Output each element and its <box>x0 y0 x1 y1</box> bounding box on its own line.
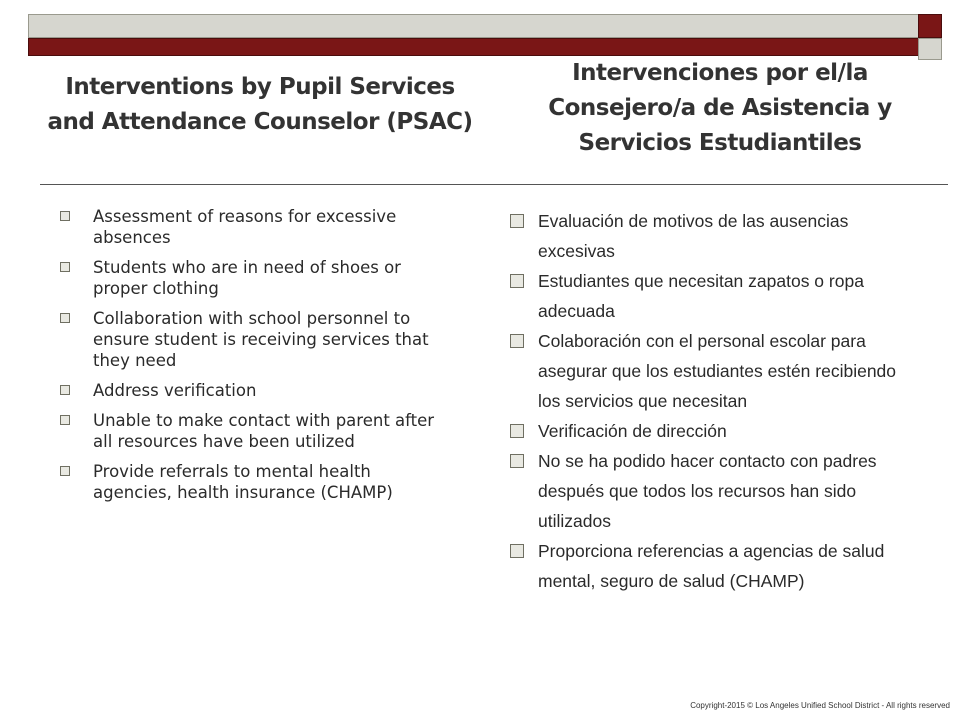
list-item-text: Unable to make contact with parent after all resources have been utilized <box>93 411 435 451</box>
list-item-text: Address verification <box>93 381 257 400</box>
list-item-text: Colaboración con el personal escolar para asegurar que los estudiantes estén recibiendo los servicios que necesitan <box>538 331 897 411</box>
checkbox-bullet-icon <box>60 313 70 323</box>
checkbox-bullet-icon <box>510 424 524 438</box>
checkbox-bullet-icon <box>60 415 70 425</box>
spanish-list <box>510 206 910 596</box>
checkbox-bullet-icon <box>510 454 524 468</box>
list-item <box>510 326 910 416</box>
list-item <box>510 416 910 446</box>
list-item <box>60 206 450 248</box>
list-item <box>60 461 450 503</box>
english-list <box>60 206 450 512</box>
list-item-text: No se ha podido hacer contacto con padres después que todos los recursos han sido utilizados <box>538 451 877 531</box>
list-item-text: Collaboration with school personnel to ensure student is receiving services that they need <box>93 309 429 370</box>
list-item <box>510 266 910 326</box>
english-title: Interventions by Pupil Services and Attendance Counselor (PSAC) <box>47 74 473 135</box>
list-item <box>60 257 450 299</box>
list-item <box>60 308 450 371</box>
checkbox-bullet-icon <box>60 466 70 476</box>
list-item-text: Evaluación de motivos de las ausencias excesivas <box>538 211 849 261</box>
list-item <box>510 536 910 596</box>
checkbox-bullet-icon <box>510 544 524 558</box>
list-item-text: Students who are in need of shoes or proper clothing <box>93 258 401 298</box>
header-gray-bar <box>28 14 940 38</box>
list-item-text: Provide referrals to mental health agencies, health insurance (CHAMP) <box>93 462 393 502</box>
checkbox-bullet-icon <box>60 262 70 272</box>
checkbox-bullet-icon <box>60 385 70 395</box>
list-item-text: Proporciona referencias a agencias de salud mental, seguro de salud (CHAMP) <box>538 541 885 591</box>
checkbox-bullet-icon <box>60 211 70 221</box>
list-item <box>60 410 450 452</box>
spanish-title: Intervenciones por el/la Consejero/a de Asistencia y Servicios Estudiantiles <box>548 60 892 156</box>
title-divider <box>40 184 948 185</box>
list-item <box>60 380 450 401</box>
checkbox-bullet-icon <box>510 214 524 228</box>
copyright-notice: Copyright-2015 © Los Angeles Unified School District - All rights reserved <box>690 701 950 710</box>
list-item-text: Estudiantes que necesitan zapatos o ropa adecuada <box>538 271 864 321</box>
checkbox-bullet-icon <box>510 274 524 288</box>
list-item <box>510 206 910 266</box>
list-item <box>510 446 910 536</box>
list-item-text: Verificación de dirección <box>538 421 727 441</box>
list-item-text: Assessment of reasons for excessive absences <box>93 207 397 247</box>
checkbox-bullet-icon <box>510 334 524 348</box>
header-red-square <box>918 14 942 38</box>
header-red-bar <box>28 38 940 56</box>
